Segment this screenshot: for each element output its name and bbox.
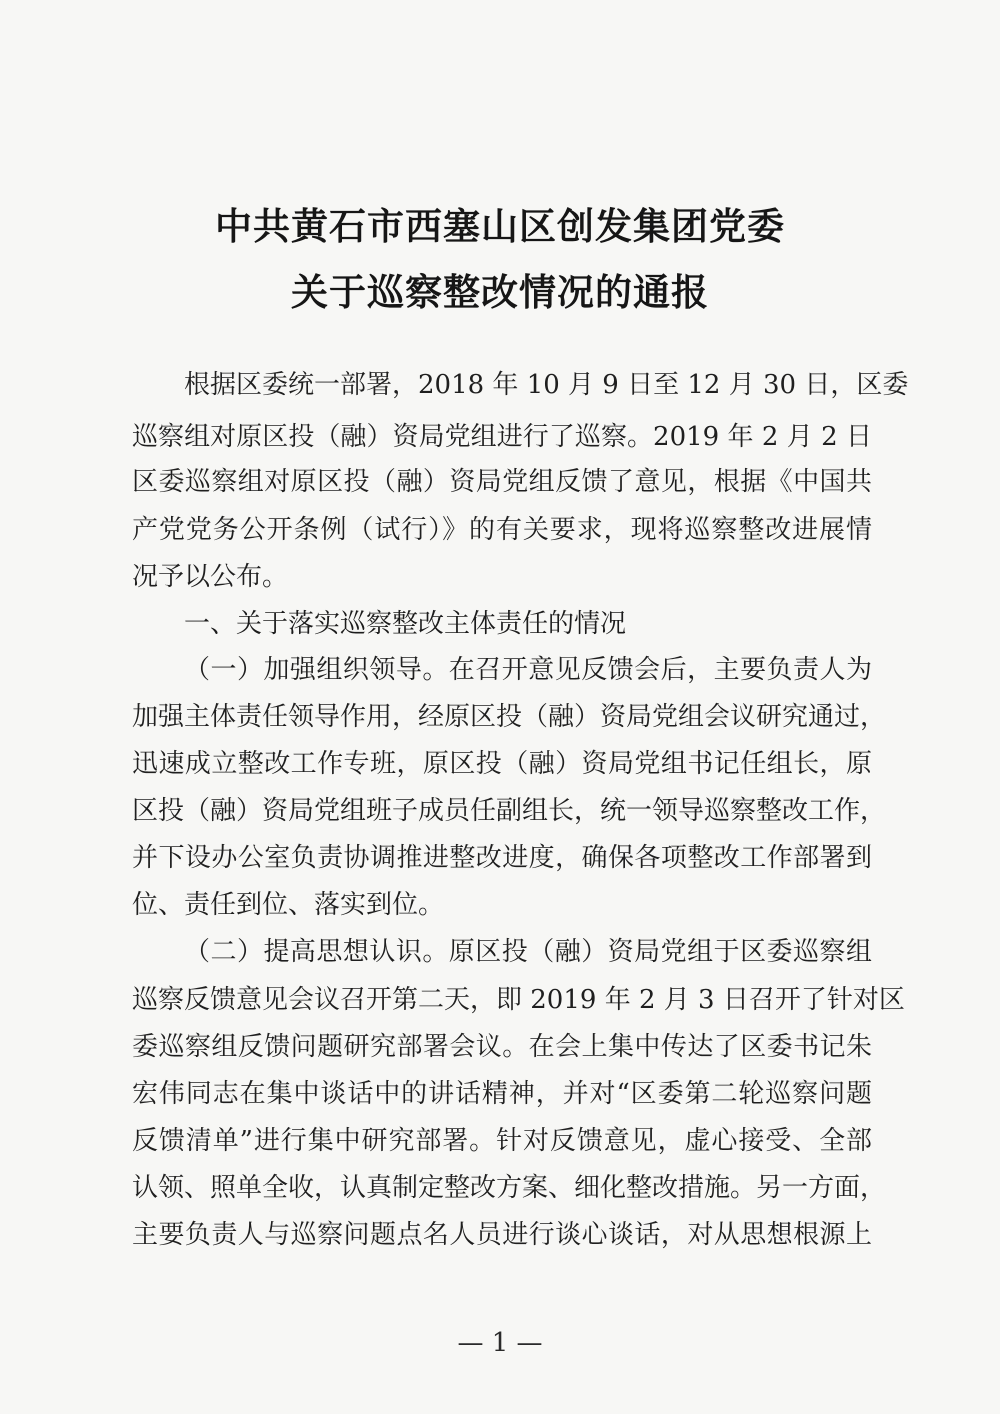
para2-line: 认领、照单全收，认真制定整改方案、细化整改措施。另一方面， (132, 1173, 887, 1203)
intro-line: 区委巡察组对原区投（融）资局党组反馈了意见，根据《中国共 (132, 467, 872, 497)
para1-line: 并下设办公室负责协调推进整改进度，确保各项整改工作部署到 (132, 843, 872, 873)
para2-line: （二）提高思想认识。原区投（融）资局党组于区委巡察组 (184, 937, 872, 967)
intro-line: 根据区委统一部署，2018 年 10 月 9 日至 12 月 30 日，区委 (184, 370, 909, 400)
intro-line: 巡察组对原区投（融）资局党组进行了巡察。2019 年 2 月 2 日 (132, 422, 872, 452)
section-heading: 一、关于落实巡察整改主体责任的情况 (184, 609, 627, 639)
intro-line: 况予以公布。 (132, 562, 289, 592)
para2-line: 巡察反馈意见会议召开第二天，即 2019 年 2 月 3 日召开了针对区 (132, 985, 905, 1015)
para1-line: （一）加强组织领导。在召开意见反馈会后，主要负责人为 (184, 655, 872, 685)
document-title-line-2: 关于巡察整改情况的通报 (291, 270, 709, 314)
para2-line: 宏伟同志在集中谈话中的讲话精神，并对“区委第二轮巡察问题 (132, 1079, 872, 1109)
para1-line: 位、责任到位、落实到位。 (132, 890, 445, 920)
para2-line: 委巡察组反馈问题研究部署会议。在会上集中传达了区委书记朱 (132, 1032, 872, 1062)
para2-line: 主要负责人与巡察问题点名人员进行谈心谈话，对从思想根源上 (132, 1220, 872, 1250)
para1-line: 区投（融）资局党组班子成员任副组长，统一领导巡察整改工作， (132, 796, 887, 826)
para1-line: 迅速成立整改工作专班，原区投（融）资局党组书记任组长，原 (132, 749, 872, 779)
intro-line: 产党党务公开条例（试行）》的有关要求，现将巡察整改进展情 (132, 515, 872, 545)
document-title-line-1: 中共黄石市西塞山区创发集团党委 (215, 204, 785, 248)
para1-line: 加强主体责任领导作用，经原区投（融）资局党组会议研究通过， (132, 702, 887, 732)
page-number: — 1 — (457, 1328, 543, 1358)
para2-line: 反馈清单”进行集中研究部署。针对反馈意见，虚心接受、全部 (132, 1126, 872, 1156)
